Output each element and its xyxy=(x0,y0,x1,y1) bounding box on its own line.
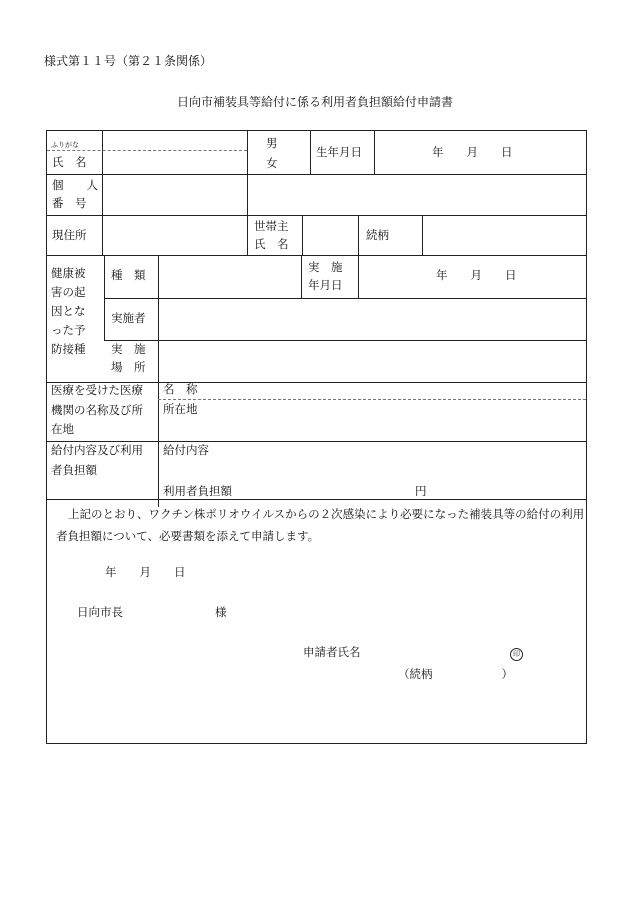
grid-line xyxy=(374,131,375,174)
implementation-place-label-line-2: 場 所 xyxy=(111,360,146,374)
benefit-content-label: 給付内容 xyxy=(163,443,209,457)
implementation-place-label-line-1: 実 施 xyxy=(111,342,146,356)
yen-unit: 円 xyxy=(415,484,427,498)
declaration-text: 上記のとおり、ワクチン株ポリオウイルスからの２次感染により必要になった補装具等の給付の利用者負担額について、必要書類を添えて申請します。 xyxy=(56,507,585,543)
applicant-name-label: 申請者氏名 xyxy=(303,645,361,659)
implementation-date-label-line-2: 年月日 xyxy=(308,278,343,292)
vaccine-type-field[interactable] xyxy=(160,258,300,294)
grid-line xyxy=(158,399,586,400)
relationship-label: 続柄 xyxy=(366,228,389,242)
furigana-label: ふりがな xyxy=(51,141,79,149)
personal-number-field[interactable] xyxy=(104,176,244,212)
grid-line xyxy=(302,215,303,255)
form-number: 様式第１１号（第２１条関係） xyxy=(44,54,213,68)
grid-line xyxy=(47,174,586,175)
male-option[interactable]: 男 xyxy=(266,136,278,150)
address-label: 現住所 xyxy=(52,228,87,242)
medical-institution-label-line-2: 機関の名称及び所 xyxy=(51,403,143,417)
grid-line xyxy=(47,255,586,256)
honorific-sama: 様 xyxy=(215,605,227,619)
user-burden-label: 利用者負担額 xyxy=(163,484,232,498)
mayor-label: 日向市長 xyxy=(77,605,123,619)
personal-number-label-line-2: 番 号 xyxy=(52,196,87,210)
implementation-date-field[interactable]: 年 月 日 xyxy=(436,268,517,282)
grid-line xyxy=(247,131,248,255)
birthdate-label: 生年月日 xyxy=(316,145,362,159)
medical-institution-label-line-3: 在地 xyxy=(51,422,74,436)
grid-line xyxy=(104,298,586,299)
health-damage-label-line-2: 害の起 xyxy=(51,285,86,299)
benefit-label-line-1: 給付内容及び利用 xyxy=(51,443,143,457)
grid-line xyxy=(358,215,359,255)
medical-institution-label-line-1: 医療を受けた医療 xyxy=(51,383,143,397)
health-damage-label-line-1: 健康被 xyxy=(51,266,86,280)
application-date[interactable]: 年 月 日 xyxy=(105,565,186,579)
grid-line xyxy=(301,255,302,298)
name-label: 氏 名 xyxy=(52,155,87,169)
grid-line xyxy=(158,255,159,507)
implementation-place-field[interactable] xyxy=(160,341,580,377)
grid-line xyxy=(47,215,586,216)
implementation-date-label-line-1: 実 施 xyxy=(308,260,343,274)
grid-line xyxy=(47,150,247,151)
institution-address-label: 所在地 xyxy=(163,402,198,416)
household-head-field[interactable] xyxy=(304,218,356,254)
grid-line xyxy=(422,215,423,255)
institution-name-label: 名 称 xyxy=(163,382,198,396)
applicant-name-field[interactable] xyxy=(370,643,500,661)
household-head-label-line-1: 世帯主 xyxy=(254,219,289,233)
document-title: 日向市補装具等給付に係る利用者負担額給付申請書 xyxy=(176,95,453,109)
personal-number-label-line-1: 個 人 xyxy=(52,178,98,192)
implementer-label: 実施者 xyxy=(111,311,146,325)
grid-line xyxy=(310,131,311,174)
grid-line xyxy=(47,441,586,442)
grid-line xyxy=(358,255,359,298)
address-field[interactable] xyxy=(104,218,244,254)
health-damage-label-line-4: った予 xyxy=(51,323,86,337)
birthdate-field[interactable]: 年 月 日 xyxy=(432,145,513,159)
applicant-relationship[interactable]: （続柄 ） xyxy=(398,667,513,681)
benefit-label-line-2: 者負担額 xyxy=(51,463,97,477)
health-damage-label-line-5: 防接種 xyxy=(51,342,86,356)
grid-line xyxy=(47,499,586,500)
implementer-field[interactable] xyxy=(160,300,580,336)
type-label: 種 類 xyxy=(111,268,146,282)
seal-icon: 印 xyxy=(510,648,523,661)
household-head-label-line-2: 氏 名 xyxy=(254,237,289,251)
relationship-field[interactable] xyxy=(424,218,584,254)
name-field[interactable] xyxy=(104,153,244,171)
female-option[interactable]: 女 xyxy=(266,156,278,170)
health-damage-label-line-3: 因とな xyxy=(51,304,86,318)
